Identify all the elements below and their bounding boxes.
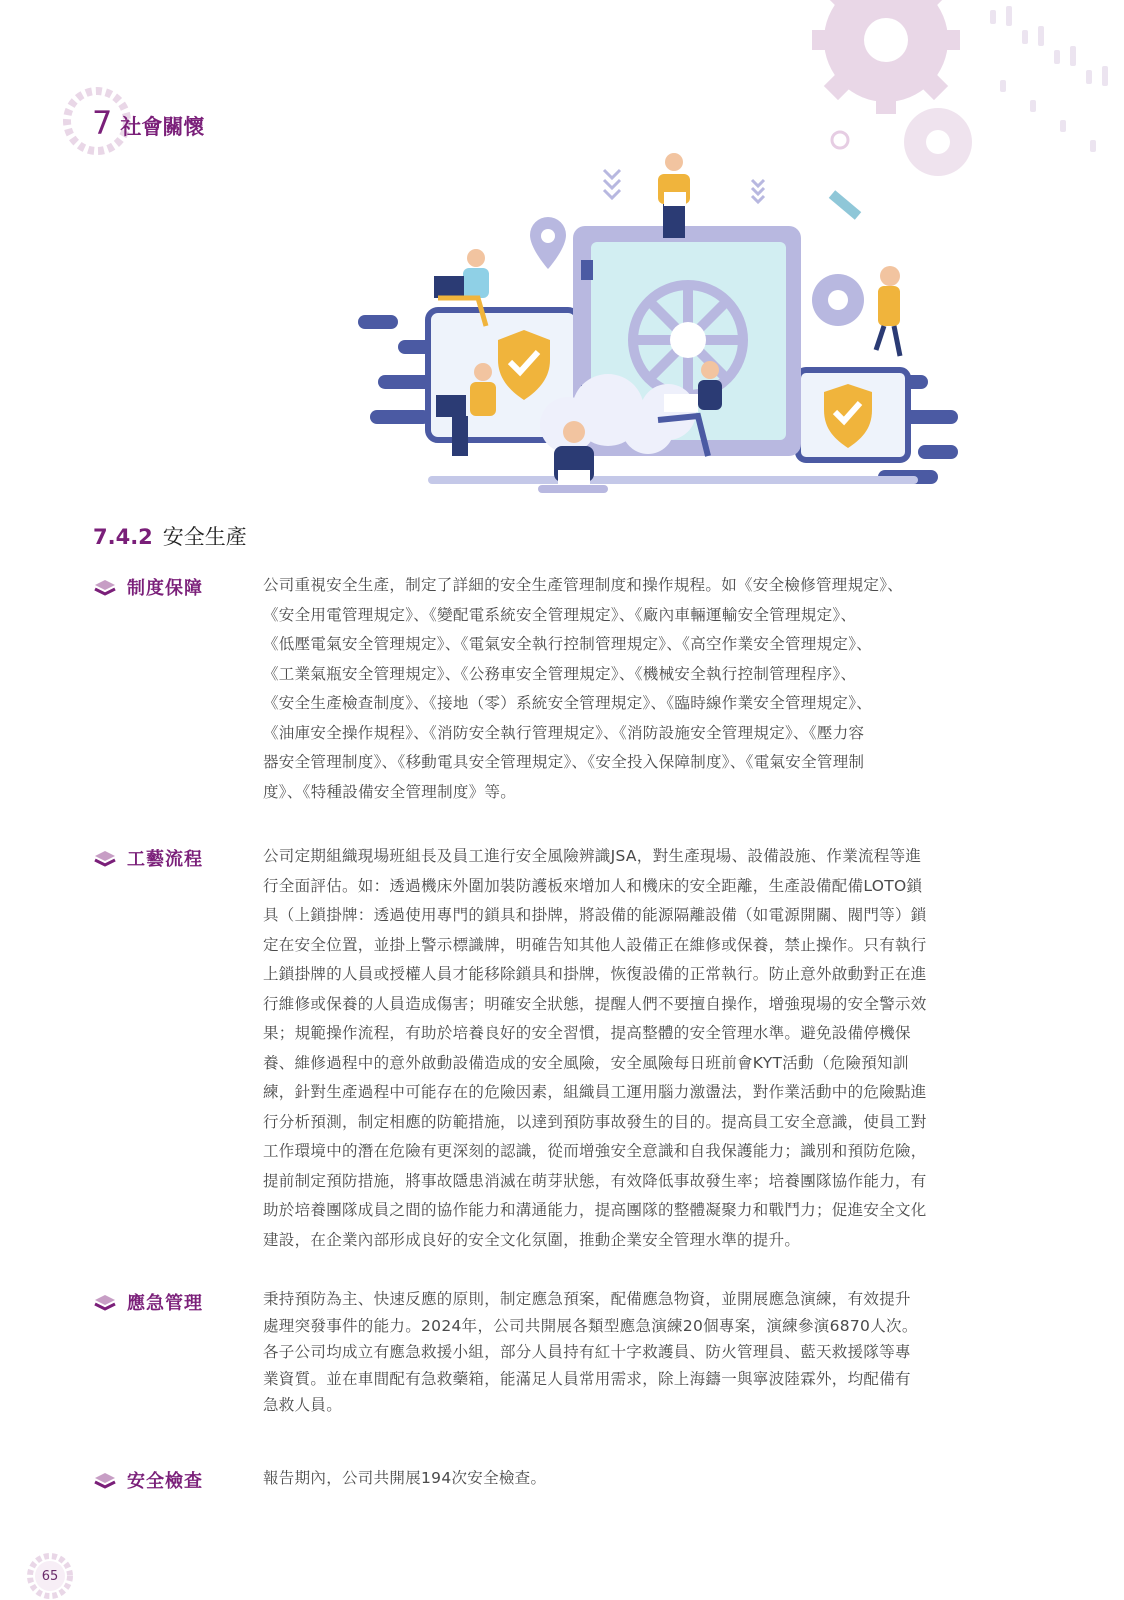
block-text-process: 公司定期組織現場班組長及員工進行安全風險辨識JSA，對生產現場、設備設施、作業流程等進 行全面評估。如：透過機床外圍加裝防護板來增加人和機床的安全距離，生產設備配備LOTO鎖 具（上鎖掛牌：透過使用專門的鎖具和掛牌，將設備的能源隔離設備（如電源開關、閥門等）鎖 定在安全位置，並掛上警示標識牌，明確告知其他人設備正在維修或保養，禁止操作。只有執行 上鎖掛牌的人員或授權人員才能移除鎖具和掛牌，恢復設備的正常執行。防止意外啟動對正在進 行維修或保養的人員造成傷害；明確安全狀態，提醒人們不要擅自操作，增強現場的安全警示效 果；規範操作流程，有助於培養良好的安全習慣，提高整體的安全管理水準。避免設備停機保 養、維修過程中的意外啟動設備造成的安全風險，安全風險每日班前會KYT活動（危險預知訓 練，針對生產過程中可能存在的危險因素，組織員工運用腦力激盪法，對作業活動中的危險點進 行分析預測，制定相應的防範措施，以達到預防事故發生的目的。提高員工安全意識，使員工對 工作環境中的潛在危險有更深刻的認識，從而增強安全意識和自我保護能力；識別和預防危險， 提前制定預防措施，將事故隱患消滅在萌芽狀態，有效降低事故發生率；培養團隊協作能力，有 助於培養團隊成員之間的協作能力和溝通能力，提高團隊的整體凝聚力和戰鬥力；促進安全文化 建設，在企業內部形成良好的安全文化氛圍，推動企業安全管理水準的提升。 [263, 847, 927, 1249]
chapter-header [92, 104, 204, 142]
dot-pattern [990, 6, 1108, 152]
block-label-policy [93, 574, 203, 600]
block-text-policy: 公司重視安全生產，制定了詳細的安全生產管理制度和操作規程。如《安全檢修管理規定》、 《安全用電管理規定》、《變配電系統安全管理規定》、《廠內車輛運輸安全管理規定》、 《低壓電氣安全管理規定》、《電氣安全執行控制管理規定》、《高空作業安全管理規定》、 《工業氣瓶安全管理規定》、《公務車安全管理規定》、《機械安全執行控制管理程序》、 《安全生產檢查制度》、《接地（零）系統安全管理規定》、《臨時線作業安全管理規定》、 《油庫安全操作規程》、《消防安全執行管理規定》、《消防設施安全管理規定》、《壓力容 器安全管理制度》、《移動電具安全管理規定》、《安全投入保障制度》、《電氣安全管理制 度》、《特種設備安全管理制度》等。 [263, 576, 904, 801]
location-pin-icon [530, 217, 566, 269]
page-number-text: 65 [41, 1568, 59, 1584]
person-top [658, 153, 690, 238]
layers-icon [93, 1292, 117, 1312]
block-label-text: 制度保障 [127, 578, 203, 599]
person-climbing [876, 266, 900, 356]
block-label-text: 安全檢查 [127, 1471, 203, 1492]
chapter-number: 7 [92, 104, 113, 142]
section-number: 7.4.2 [93, 525, 153, 549]
block-label-text: 應急管理 [127, 1293, 203, 1314]
section-title [93, 521, 247, 551]
block-text-inspection: 報告期內，公司共開展194次安全檢查。 [263, 1469, 547, 1487]
block-label-emergency [93, 1289, 203, 1315]
wrench-icon [829, 190, 861, 220]
layers-icon [93, 577, 117, 597]
section-title-text: 安全生產 [162, 525, 247, 549]
safety-illustration [358, 150, 978, 500]
chapter-title: 社會關懷 [120, 115, 205, 139]
large-gear-icon [812, 0, 960, 114]
page-number [26, 1552, 74, 1600]
block-label-process [93, 845, 203, 871]
block-text-emergency: 秉持預防為主、快速反應的原則，制定應急預案，配備應急物資，並開展應急演練，有效提升 處理突發事件的能力。2024年，公司共開展各類型應急演練20個專案，演練參演6870人次。 各子公司均成立有應急救援小組，部分人員持有紅十字救護員、防火管理員、藍天救援隊等專 業資質。並在車間配有急救藥箱，能滿足人員常用需求，除上海鑄一與寧波陸霖外，均配備有 急救人員。 [263, 1290, 918, 1414]
block-label-inspection [93, 1467, 203, 1493]
gear-icon [812, 274, 864, 326]
layers-icon [93, 1470, 117, 1490]
layers-icon [93, 848, 117, 868]
block-label-text: 工藝流程 [127, 849, 203, 870]
